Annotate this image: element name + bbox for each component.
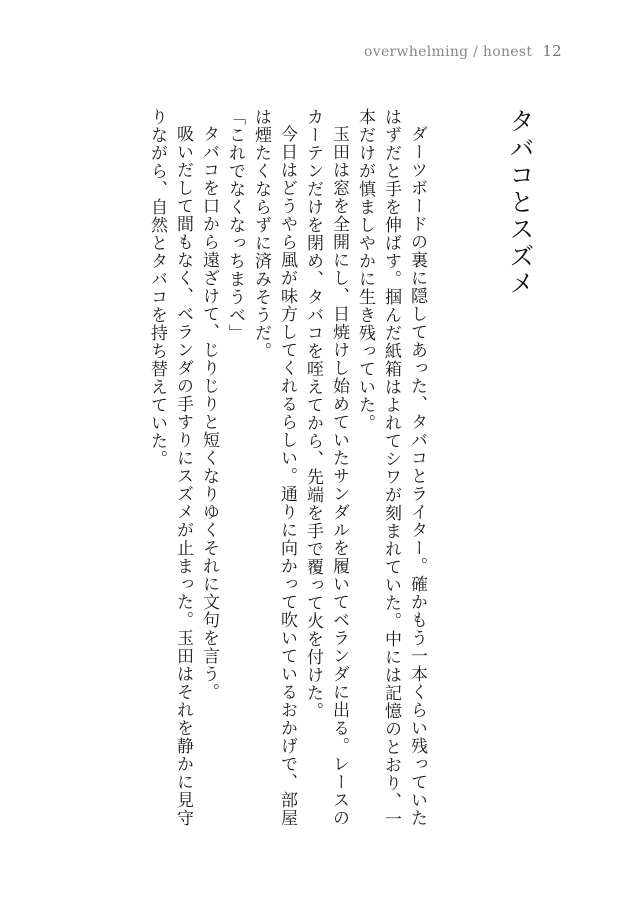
paragraph: 今日はどうやら風が味方してくれるらしい。通りに向かって吹いているおかげで、部屋は煙たくならずに済みそうだ。 <box>251 108 297 827</box>
chapter-title: タバコとスズメ <box>506 108 535 297</box>
page-number: 12 <box>542 42 562 60</box>
paragraph: タバコを口から遠ざけて、じりじりと短くなりゆくそれに文句を言う。 <box>199 125 219 701</box>
body-text <box>140 108 430 833</box>
running-title: overwhelming / honest <box>364 44 533 60</box>
paragraph: 吸いだして間もなく、ベランダの手すりにスズメが止まった。玉田はそれを静かに見守りながら、自然とタバコを持ち替えていた。 <box>147 108 193 827</box>
paragraph: 玉田は窓を全開にし、日焼けし始めていたサンダルを履いてベランダに出る。レースのカーテンだけを閉め、タバコを咥えてから、先端を手で覆って火を付けた。 <box>303 108 349 827</box>
running-header <box>364 42 562 60</box>
paragraph: ダーツボードの裏に隠してあった、タバコとライター。確かもう一本くらい残っていたはずだと手を伸ばす。掴んだ紙箱はよれてシワが刻まれていた。中には記憶のとおり、一本だけが慎ましやかに生き残っていた。 <box>355 108 427 828</box>
dialogue-paragraph: 「これでなくなっちまうべ」 <box>225 108 245 342</box>
